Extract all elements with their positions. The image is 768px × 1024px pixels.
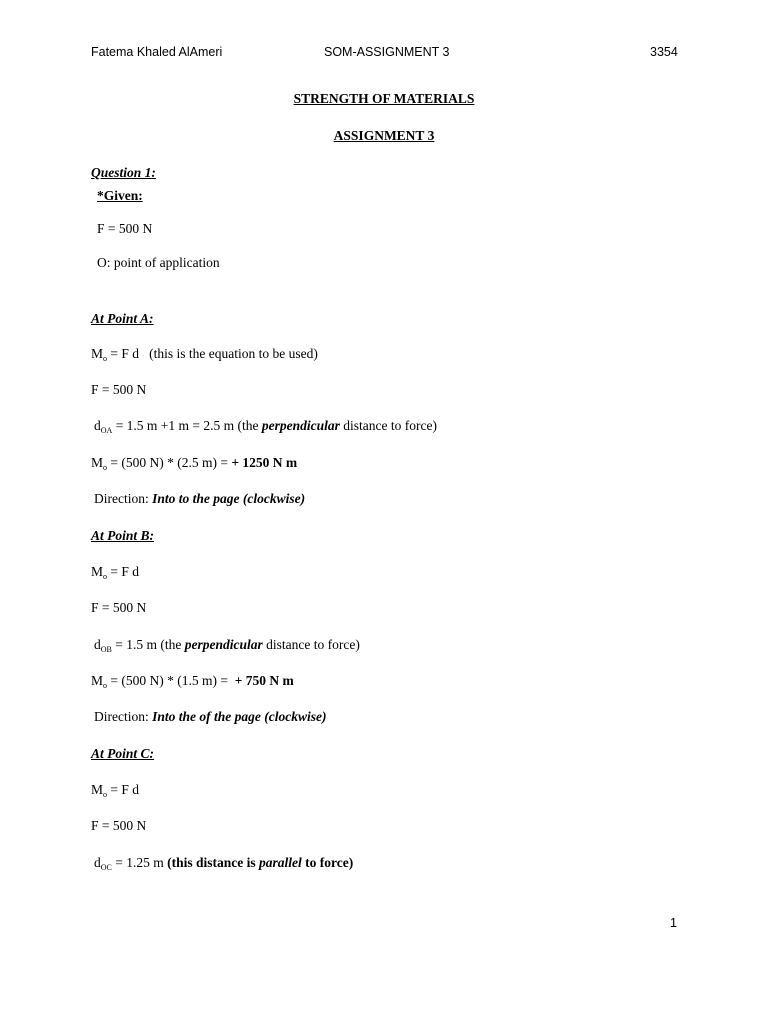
given-force: F = 500 N (97, 221, 153, 236)
document-subtitle: ASSIGNMENT 3 (333, 128, 435, 143)
header-doc-code: SOM-ASSIGNMENT 3 (324, 45, 450, 59)
given-label: *Given: (97, 188, 143, 203)
document-title: STRENGTH OF MATERIALS (293, 91, 475, 106)
point-b-moment: $M_o = (500$ N) * (1.5 m) = + 750 N m (91, 673, 294, 690)
point-b-heading: At Point B: (91, 528, 155, 543)
point-a-heading: At Point A: (91, 311, 154, 326)
question-1-heading: Question 1: (91, 165, 156, 180)
point-b-force: F = 500 N (91, 600, 147, 615)
page-number: 1 (670, 916, 677, 930)
point-b-distance: $d_{OB} = 1.5$ m (the perpendicular distance to force) (94, 637, 360, 654)
given-point: O: point of application (97, 255, 220, 270)
point-a-equation: $M_o = F$ d (this is the equation to be used) (91, 346, 318, 363)
point-b-direction: Direction: Into the of the page (clockwise) (94, 709, 327, 724)
point-a-distance: $d_{OA} = 1.5$ m +1 m = 2.5 m (the perpendicular distance to force) (94, 418, 437, 435)
point-b-equation: $M_o = F$ d (91, 564, 140, 581)
point-c-equation: $M_o = F$ d (91, 782, 140, 799)
header-id: 3354 (650, 45, 678, 59)
point-a-force: F = 500 N (91, 382, 147, 397)
point-c-force: F = 500 N (91, 818, 147, 833)
point-a-direction: Direction: Into to the page (clockwise) (94, 491, 306, 506)
point-a-moment: $M_o = (500$ N) * (2.5 m) = + 1250 N m (91, 455, 298, 472)
point-c-distance: $d_{OC} = 1.25$ m (this distance is parallel to force) (94, 855, 354, 872)
point-c-heading: At Point C: (91, 746, 155, 761)
header-author: Fatema Khaled AlAmeri (91, 45, 223, 59)
